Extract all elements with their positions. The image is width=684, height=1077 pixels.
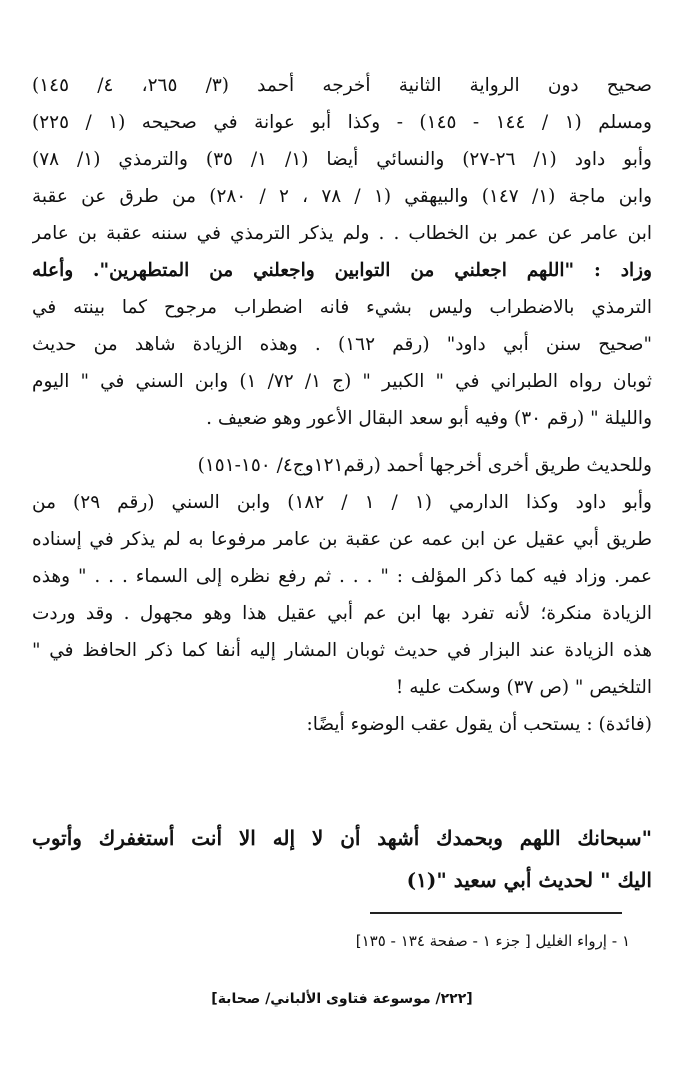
page-footer: [٢٢٢/ موسوعة فتاوى الألباني/ صحابة] [211, 991, 473, 1007]
text-line: وزاد : "اللهم اجعلني من التوابين واجعلني من المتطهرين". وأعله [32, 260, 652, 281]
text-line: "صحيح سنن أبي داود" (رقم ١٦٢) . وهذه الزيادة شاهد من حديث [32, 334, 652, 355]
dua-block [32, 818, 652, 902]
footnote: ١ - إرواء الغليل [ جزء ١ - صفحة ١٣٤ - ١٣٥] [355, 932, 630, 950]
main-text [32, 68, 652, 828]
footnote-divider [370, 912, 622, 914]
fawaid-line: (فائدة) : يستحب أن يقول عقب الوضوء أيضًا: [306, 714, 652, 735]
text-line: وأبو داود (١/ ٢٦-٢٧) والنسائي أيضا (١/ ١/ ٣٥) والترمذي (١/ ٧٨) [32, 149, 652, 170]
text-line: وللحديث طريق أخرى أخرجها أحمد (رقم١٢١وج٤/ ١٥٠-١٥١) [197, 455, 652, 476]
text-line: ومسلم (١ / ١٤٤ - ١٤٥) - وكذا أبو عوانة في صحيحه (١ / ٢٢٥) [32, 112, 652, 133]
text-line: التلخيص " (ص ٣٧) وسكت عليه ! [395, 677, 652, 698]
dua-line: اليك " لحديث أبي سعيد "(١) [406, 868, 652, 892]
text-line: طريق أبي عقيل عن ابن عمه عن عقبة بن عامر مرفوعا به لم يذكر في إسناده [32, 529, 652, 550]
text-line: عمر. وزاد فيه كما ذكر المؤلف : " . . . ثم رفع نظره إلى السماء . . . " وهذه [32, 566, 652, 587]
text-line: صحيح دون الرواية الثانية أخرجه أحمد (٣/ ٢٦٥، ٤/ ١٤٥) [32, 75, 652, 96]
text-line: هذه الزيادة عند البزار في حديث ثوبان المشار إليه أنفا كما ذكر الحافظ في " [32, 640, 652, 661]
text-line: والليلة " (رقم ٣٠) وفيه أبو سعد البقال الأعور وهو ضعيف . [206, 408, 652, 429]
text-line: ابن عامر عن عمر بن الخطاب . . ولم يذكر الترمذي في سننه عقبة بن عامر [32, 223, 652, 244]
text-line: وابن ماجة (١/ ١٤٧) والبيهقي (١ / ٧٨ ، ٢ / ٢٨٠) من طرق عن عقبة [32, 186, 652, 207]
dua-line: "سبحانك اللهم وبحمدك أشهد أن لا إله الا أنت أستغفرك وأتوب [32, 826, 652, 850]
text-line: الزيادة منكرة؛ لأنه تفرد بها ابن عم أبي عقيل هذا وهو مجهول . وقد وردت [32, 603, 652, 624]
text-line: الترمذي بالاضطراب وليس بشيء فانه اضطراب مرجوح كما بينته في [32, 297, 652, 318]
text-line: ثوبان رواه الطبراني في " الكبير " (ج ١/ ٧٢/ ١) وابن السني في " اليوم [32, 371, 652, 392]
text-line: وأبو داود وكذا الدارمي (١ / ١ / ١٨٢) وابن السني (رقم ٢٩) من [32, 492, 652, 513]
